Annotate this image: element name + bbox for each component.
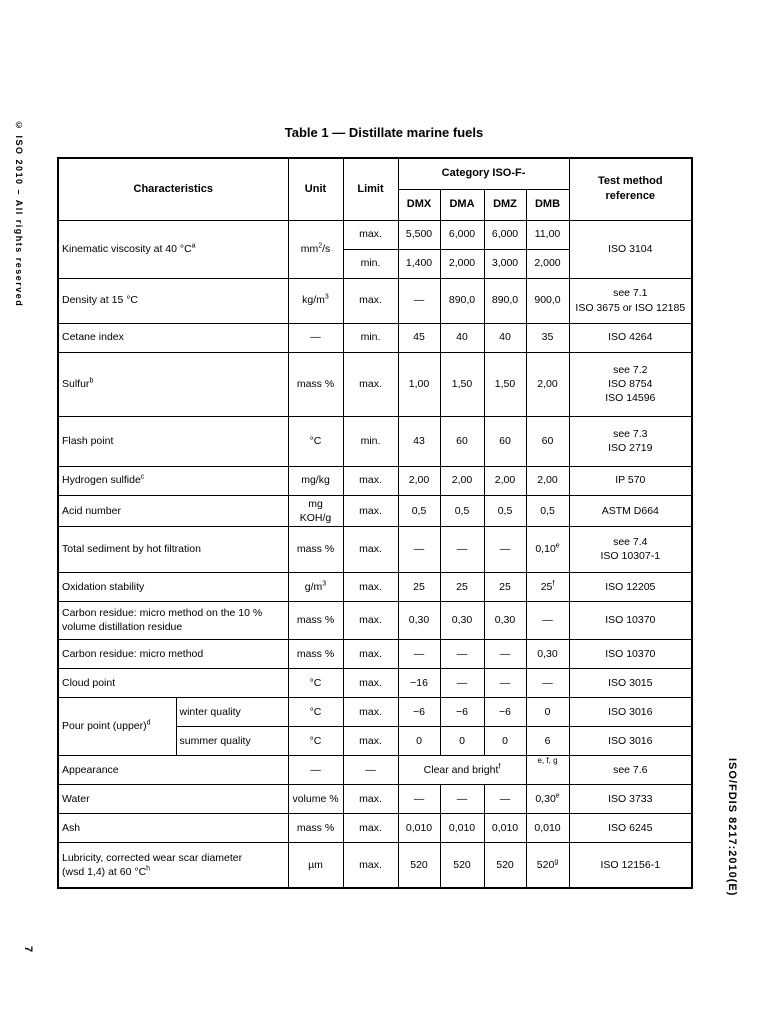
header-dma: DMA [440,189,484,220]
sulfur-unit: mass % [288,352,343,416]
viscosity-name: Kinematic viscosity at 40 $^\circ C^a$ [58,220,288,278]
flash-limit: min. [343,416,398,466]
carbon-dmz: — [484,639,526,668]
carbon10-dmz: 0,30 [484,601,526,639]
appearance-clear: Clear and bright$^f$ [398,755,526,784]
oxidation-test: ISO 12205 [569,572,692,601]
h2s-dmx: 2,00 [398,466,440,495]
viscosity-limit-max: max. [343,220,398,249]
oxidation-dmb: 25$^f$ [526,572,569,601]
table-row-appearance [58,755,692,784]
table-row-oxidation-stability [58,572,692,601]
table-row-density [58,278,692,323]
ash-dmz: 0,010 [484,813,526,842]
oxidation-limit: max. [343,572,398,601]
appearance-name: Appearance [58,755,288,784]
appearance-unit: — [288,755,343,784]
pour-winter-dma: −6 [440,697,484,726]
appearance-dmb: e, f, g [526,755,569,784]
cetane-test: ISO 4264 [569,323,692,352]
carbon-dmx: — [398,639,440,668]
flash-dma: 60 [440,416,484,466]
cloud-unit: °C [288,668,343,697]
acid-limit: max. [343,495,398,526]
carbon10-dmx: 0,30 [398,601,440,639]
page-number: 7 [22,946,34,953]
h2s-dmz: 2,00 [484,466,526,495]
carbon-test: ISO 10370 [569,639,692,668]
flash-dmz: 60 [484,416,526,466]
table-row-pour-point-winter [58,697,692,726]
cloud-dma: — [440,668,484,697]
h2s-test: IP 570 [569,466,692,495]
water-unit: volume % [288,784,343,813]
table-row-cloud-point [58,668,692,697]
lubricity-dmz: 520 [484,842,526,888]
water-dmb: 0,30e [526,784,569,813]
water-test: ISO 3733 [569,784,692,813]
sediment-dmx: — [398,526,440,572]
table-title: Table 1 — Distillate marine fuels [284,125,484,140]
pour-summer-dmx: 0 [398,726,440,755]
cloud-dmz: — [484,668,526,697]
oxidation-name: Oxidation stability [58,572,288,601]
header-dmx: DMX [398,189,440,220]
acid-dmz: 0,5 [484,495,526,526]
carbon10-limit: max. [343,601,398,639]
lubricity-name: Lubricity, corrected wear scar diameter (wsd 1,4) at 60 $^\circ C^h$ [58,842,288,888]
h2s-dma: 2,00 [440,466,484,495]
table-row-viscosity-max [58,220,692,249]
table-row-sulfur [58,352,692,416]
sulfur-dmz: 1,50 [484,352,526,416]
header-test-method: Test method reference [569,158,692,220]
sulfur-dma: 1,50 [440,352,484,416]
table-row-lubricity [58,842,692,888]
pour-winter-dmz: −6 [484,697,526,726]
carbon-dma: — [440,639,484,668]
water-dmz: — [484,784,526,813]
carbon10-unit: mass % [288,601,343,639]
oxidation-dma: 25 [440,572,484,601]
viscosity-max-dma: 6,000 [440,220,484,249]
viscosity-unit: $mm^2/s$ [288,220,343,278]
oxidation-dmz: 25 [484,572,526,601]
table-row-acid-number [58,495,692,526]
ash-limit: max. [343,813,398,842]
lubricity-dmx: 520 [398,842,440,888]
cloud-dmb: — [526,668,569,697]
flash-unit: °C [288,416,343,466]
viscosity-max-dmz: 6,000 [484,220,526,249]
header-dmb: DMB [526,189,569,220]
table-row-carbon-residue [58,639,692,668]
carbon-limit: max. [343,639,398,668]
water-dma: — [440,784,484,813]
pour-summer-dmb: 6 [526,726,569,755]
acid-unit: mg KOH/g [288,495,343,526]
acid-dmx: 0,5 [398,495,440,526]
pour-winter-limit: max. [343,697,398,726]
sulfur-name: Sulfur$^b$ [58,352,288,416]
table-row-cetane [58,323,692,352]
sediment-name: Total sediment by hot filtration [58,526,288,572]
lubricity-test: ISO 12156-1 [569,842,692,888]
h2s-limit: max. [343,466,398,495]
cetane-dmz: 40 [484,323,526,352]
sulfur-dmx: 1,00 [398,352,440,416]
ash-test: ISO 6245 [569,813,692,842]
carbon10-test: ISO 10370 [569,601,692,639]
viscosity-limit-min: min. [343,249,398,278]
cetane-name: Cetane index [58,323,288,352]
table-header-row [58,158,692,189]
viscosity-min-dma: 2,000 [440,249,484,278]
table-row-hydrogen-sulfide [58,466,692,495]
pour-winter-dmb: 0 [526,697,569,726]
ash-unit: mass % [288,813,343,842]
flash-dmx: 43 [398,416,440,466]
lubricity-unit: µm [288,842,343,888]
pour-summer-test: ISO 3016 [569,726,692,755]
ash-dmx: 0,010 [398,813,440,842]
header-category: Category ISO-F- [398,158,569,189]
appearance-test: see 7.6 [569,755,692,784]
lubricity-dmb: 520$^g$ [526,842,569,888]
pour-summer-dma: 0 [440,726,484,755]
oxidation-unit: $g/m^3$ [288,572,343,601]
pour-winter-test: ISO 3016 [569,697,692,726]
cloud-name: Cloud point [58,668,288,697]
flash-dmb: 60 [526,416,569,466]
h2s-dmb: 2,00 [526,466,569,495]
viscosity-min-dmz: 3,000 [484,249,526,278]
cetane-limit: min. [343,323,398,352]
table-row-carbon-residue-10 [58,601,692,639]
sulfur-limit: max. [343,352,398,416]
distillate-fuels-table [57,157,693,889]
cetane-unit: — [288,323,343,352]
carbon10-dmb: — [526,601,569,639]
sulfur-dmb: 2,00 [526,352,569,416]
density-dmz: 890,0 [484,278,526,323]
cloud-limit: max. [343,668,398,697]
pour-summer-label: summer quality [176,726,288,755]
h2s-unit: mg/kg [288,466,343,495]
acid-dma: 0,5 [440,495,484,526]
flash-test: see 7.3 ISO 2719 [569,416,692,466]
header-characteristics: Characteristics [58,158,288,220]
cetane-dmb: 35 [526,323,569,352]
density-unit: $kg/m^3$ [288,278,343,323]
carbon10-dma: 0,30 [440,601,484,639]
sediment-limit: max. [343,526,398,572]
cetane-dma: 40 [440,323,484,352]
acid-name: Acid number [58,495,288,526]
water-dmx: — [398,784,440,813]
pour-name: Pour point (upper)$^d$ [58,697,176,755]
density-name: Density at 15 °C [58,278,288,323]
density-dmb: 900,0 [526,278,569,323]
carbon-dmb: 0,30 [526,639,569,668]
oxidation-dmx: 25 [398,572,440,601]
lubricity-limit: max. [343,842,398,888]
pour-winter-dmx: −6 [398,697,440,726]
pour-summer-limit: max. [343,726,398,755]
pour-summer-dmz: 0 [484,726,526,755]
density-dmx: — [398,278,440,323]
density-test: see 7.1 ISO 3675 or ISO 12185 [569,278,692,323]
h2s-name: Hydrogen sulfide$^c$ [58,466,288,495]
density-dma: 890,0 [440,278,484,323]
density-limit: max. [343,278,398,323]
ash-name: Ash [58,813,288,842]
viscosity-test: ISO 3104 [569,220,692,278]
flash-name: Flash point [58,416,288,466]
pour-winter-unit: °C [288,697,343,726]
cloud-dmx: −16 [398,668,440,697]
viscosity-max-dmb: 11,00 [526,220,569,249]
sediment-test: see 7.4 ISO 10307-1 [569,526,692,572]
sediment-dma: — [440,526,484,572]
pour-winter-label: winter quality [176,697,288,726]
cloud-test: ISO 3015 [569,668,692,697]
sulfur-test: see 7.2 ISO 8754 ISO 14596 [569,352,692,416]
table-row-water [58,784,692,813]
sediment-unit: mass % [288,526,343,572]
viscosity-max-dmx: 5,500 [398,220,440,249]
header-unit: Unit [288,158,343,220]
water-limit: max. [343,784,398,813]
table-row-total-sediment [58,526,692,572]
viscosity-min-dmb: 2,000 [526,249,569,278]
header-dmz: DMZ [484,189,526,220]
acid-dmb: 0,5 [526,495,569,526]
sediment-dmz: — [484,526,526,572]
lubricity-dma: 520 [440,842,484,888]
ash-dmb: 0,010 [526,813,569,842]
carbon-unit: mass % [288,639,343,668]
table-row-flash-point [58,416,692,466]
cetane-dmx: 45 [398,323,440,352]
table-row-ash [58,813,692,842]
carbon-name: Carbon residue: micro method [58,639,288,668]
header-limit: Limit [343,158,398,220]
carbon10-name: Carbon residue: micro method on the 10 % volume distillation residue [58,601,288,639]
appearance-limit: — [343,755,398,784]
pour-summer-unit: °C [288,726,343,755]
copyright-notice: © ISO 2010 – All rights reserved [14,120,24,308]
ash-dma: 0,010 [440,813,484,842]
document-id: ISO/FDIS 8217:2010(E) [726,758,738,897]
sediment-dmb: 0,10e [526,526,569,572]
water-name: Water [58,784,288,813]
viscosity-min-dmx: 1,400 [398,249,440,278]
acid-test: ASTM D664 [569,495,692,526]
